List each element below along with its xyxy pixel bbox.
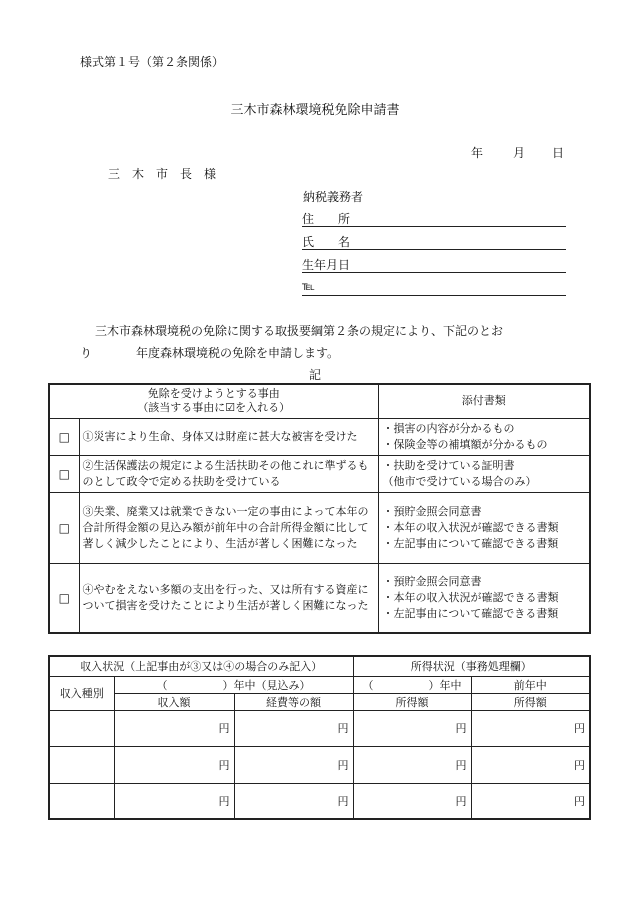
reason-4-checkbox[interactable]: □ <box>49 563 79 633</box>
doc-item: ・本年の収入状況が確認できる書類 <box>382 590 559 604</box>
earnings-cell-2[interactable]: 円 <box>471 783 590 819</box>
date-year: 年 <box>471 146 484 160</box>
doc-item: ・左記事由について確認できる書類 <box>382 536 559 550</box>
reason-3-checkbox[interactable]: □ <box>49 492 79 563</box>
date-month: 月 <box>513 146 526 160</box>
birthdate-field[interactable] <box>302 256 566 273</box>
earnings-status-header: 所得状況（事務処理欄） <box>353 656 590 676</box>
table-row <box>49 710 590 746</box>
name-label: 氏 名 <box>302 235 351 249</box>
expense-amount-cell[interactable]: 円 <box>234 746 353 783</box>
date-day: 日 <box>552 146 565 160</box>
addressee: 三 木 市 長 様 <box>108 167 217 181</box>
doc-item: ・損害の内容が分かるもの <box>382 421 515 435</box>
reason-1-text: ①災害により生命、身体又は財産に甚大な被害を受けた <box>79 418 378 455</box>
reason-4-text: ④やむをえない多額の支出を行った、又は所有する資産について損害を受けたことにより生活が著しく困難になった <box>79 563 378 633</box>
reason-header-line1: 免除を受けようとする事由 <box>147 387 280 401</box>
income-amount-cell[interactable]: 円 <box>114 783 234 819</box>
reason-header <box>49 384 378 418</box>
doc-item: ・本年の収入状況が確認できる書類 <box>382 520 559 534</box>
income-amount-header: 収入額 <box>114 693 234 710</box>
name-field[interactable] <box>302 233 566 250</box>
earnings-cell-2[interactable]: 円 <box>471 710 590 746</box>
birthdate-label: 生年月日 <box>302 258 351 272</box>
income-table <box>48 655 591 820</box>
income-type-cell[interactable] <box>49 710 114 746</box>
body-line-2b: 年度森林環境税の免除を申請します。 <box>136 346 340 360</box>
tel-label: ℡ <box>302 279 315 293</box>
earnings-cell-1[interactable]: 円 <box>353 783 471 819</box>
table-row <box>49 783 590 819</box>
doc-item: ・預貯金照会同意書 <box>382 574 482 588</box>
reason-3-docs <box>378 492 590 563</box>
income-type-cell[interactable] <box>49 746 114 783</box>
docs-header: 添付書類 <box>378 384 590 418</box>
prev-year-header: 前年中 <box>471 676 590 693</box>
income-type-header: 収入種別 <box>49 676 114 710</box>
expense-amount-header: 経費等の額 <box>234 693 353 710</box>
expense-amount-cell[interactable]: 円 <box>234 710 353 746</box>
earnings-amount-header-1: 所得額 <box>353 693 471 710</box>
doc-item: ・左記事由について確認できる書類 <box>382 606 559 620</box>
body-line-1: 三木市森林環境税の免除に関する取扱要綱第２条の規定により、下記のとお <box>95 324 504 338</box>
tel-field[interactable] <box>302 279 566 296</box>
earnings-amount-header-2: 所得額 <box>471 693 590 710</box>
reason-header-line2: （該当する事由に☑を入れる） <box>137 401 291 415</box>
income-status-header: 収入状況（上記事由が③又は④の場合のみ記入） <box>49 656 353 676</box>
doc-item: ・保険金等の補填額が分かるもの <box>382 437 548 451</box>
reason-2-docs <box>378 455 590 492</box>
address-label: 住 所 <box>302 212 351 226</box>
year-actual-header: （ ）年中 <box>353 676 471 693</box>
reason-4-docs <box>378 563 590 633</box>
income-type-cell[interactable] <box>49 783 114 819</box>
doc-item: ・預貯金照会同意書 <box>382 504 482 518</box>
reason-2-checkbox[interactable]: □ <box>49 455 79 492</box>
form-number: 様式第１号（第２条関係） <box>80 55 225 69</box>
earnings-cell-1[interactable]: 円 <box>353 746 471 783</box>
reason-3-text: ③失業、廃業又は就業できない一定の事由によって本年の合計所得金額の見込み額が前年中の合計所得金額に比して著しく減少したことにより、生活が著しく困難になった <box>79 492 378 563</box>
doc-item: ・扶助を受けている証明書 <box>382 458 515 472</box>
page-title: 三木市森林環境税免除申請書 <box>230 103 400 118</box>
address-field[interactable] <box>302 210 566 227</box>
earnings-cell-1[interactable]: 円 <box>353 710 471 746</box>
reason-1-docs <box>378 418 590 455</box>
income-amount-cell[interactable]: 円 <box>114 746 234 783</box>
expense-amount-cell[interactable]: 円 <box>234 783 353 819</box>
reasons-table <box>48 383 591 634</box>
body-line-2a: り <box>80 346 93 360</box>
doc-item: （他市で受けている場合のみ） <box>382 474 537 488</box>
ki-mark: 記 <box>308 368 321 382</box>
earnings-cell-2[interactable]: 円 <box>471 746 590 783</box>
taxpayer-heading: 納税義務者 <box>303 190 364 204</box>
year-estimate-header: （ ）年中（見込み） <box>114 676 353 693</box>
income-amount-cell[interactable]: 円 <box>114 710 234 746</box>
table-row <box>49 746 590 783</box>
reason-2-text: ②生活保護法の規定による生活扶助その他これに準ずるものとして政令で定める扶助を受けている <box>79 455 378 492</box>
reason-1-checkbox[interactable]: □ <box>49 418 79 455</box>
